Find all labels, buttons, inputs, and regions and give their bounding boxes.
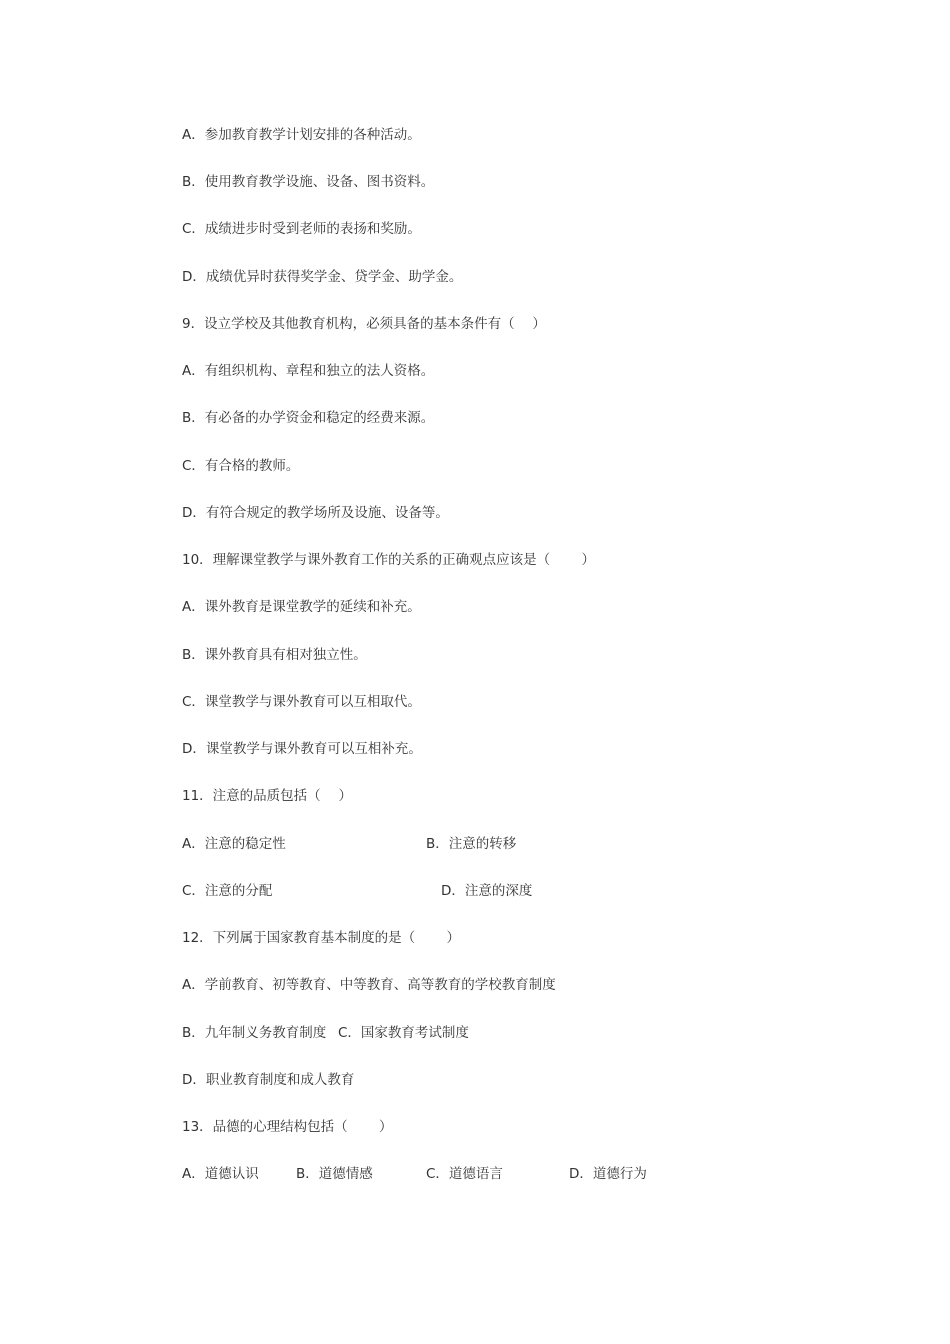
q10-option-d: D．课堂教学与课外教育可以互相补充。: [182, 741, 422, 757]
q10-option-a: A．课外教育是课堂教学的延续和补充。: [182, 599, 421, 615]
q9-option-a: A．有组织机构、章程和独立的法人资格。: [182, 363, 435, 379]
q12-option-d: D．职业教育制度和成人教育: [182, 1072, 355, 1088]
q8-option-a: A．参加教育教学计划安排的各种活动。: [182, 127, 421, 143]
q13-question: 13．品德的心理结构包括（ ）: [182, 1119, 393, 1135]
q10-option-b: B．课外教育具有相对独立性。: [182, 647, 367, 663]
q9-question: 9．设立学校及其他教育机构，必须具备的基本条件有（ ）: [182, 316, 546, 332]
q12-option-c: C．国家教育考试制度: [338, 1025, 469, 1041]
q8-option-d: D．成绩优异时获得奖学金、贷学金、助学金。: [182, 269, 463, 285]
q12-question: 12．下列属于国家教育基本制度的是（ ）: [182, 930, 460, 946]
q12-option-a: A．学前教育、初等教育、中等教育、高等教育的学校教育制度: [182, 977, 556, 993]
q10-question: 10．理解课堂教学与课外教育工作的关系的正确观点应该是（ ）: [182, 552, 595, 568]
q13-option-c: C．道德语言: [426, 1166, 503, 1182]
q9-option-b: B．有必备的办学资金和稳定的经费来源。: [182, 410, 435, 426]
q13-options-row: [182, 1164, 742, 1184]
q8-option-b: B．使用教育教学设施、设备、图书资料。: [182, 174, 435, 190]
q10-option-c: C．课堂教学与课外教育可以互相取代。: [182, 694, 421, 710]
q11-option-d: D．注意的深度: [441, 883, 533, 899]
q12-options-row-2: [182, 1023, 742, 1043]
q13-option-a: A．道德认识: [182, 1166, 259, 1182]
q13-option-b: B．道德情感: [296, 1166, 373, 1182]
q9-option-d: D．有符合规定的教学场所及设施、设备等。: [182, 505, 449, 521]
q8-option-c: C．成绩进步时受到老师的表扬和奖励。: [182, 221, 421, 237]
q12-option-b: B．九年制义务教育制度: [182, 1025, 327, 1041]
q9-option-c: C．有合格的教师。: [182, 458, 300, 474]
q11-options-row-1: [182, 834, 742, 854]
q11-question: 11．注意的品质包括（ ）: [182, 788, 352, 804]
q11-option-a: A．注意的稳定性: [182, 836, 286, 852]
q11-option-b: B．注意的转移: [426, 836, 517, 852]
q11-option-c: C．注意的分配: [182, 883, 273, 899]
q13-option-d: D．道德行为: [569, 1166, 647, 1182]
q11-options-row-2: [182, 881, 742, 901]
